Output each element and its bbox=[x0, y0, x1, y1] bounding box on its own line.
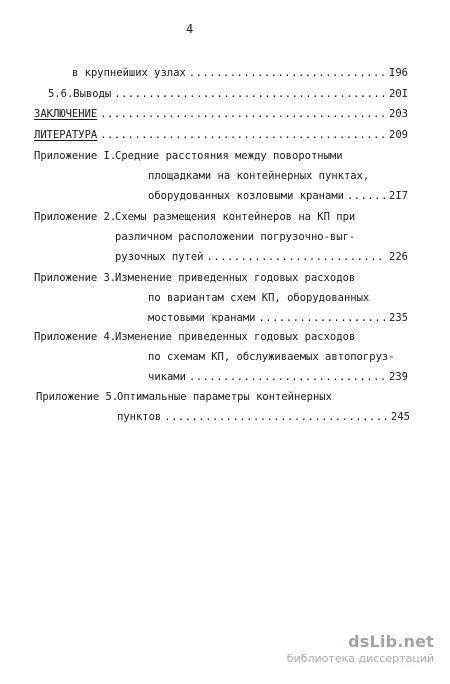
toc-page: 203 bbox=[389, 108, 408, 120]
toc-leader bbox=[189, 370, 386, 384]
appendix-label: Приложение 5. bbox=[36, 391, 119, 403]
toc-entry bbox=[148, 370, 408, 384]
appendix-label: Приложение I. bbox=[34, 150, 117, 162]
toc-page: 235 bbox=[389, 312, 408, 324]
toc-entry bbox=[72, 66, 408, 80]
toc-page: 209 bbox=[389, 129, 408, 141]
toc-page: 2I7 bbox=[389, 190, 408, 202]
toc-leader bbox=[258, 311, 386, 325]
toc-entry-text: ЛИТЕРАТУРА bbox=[34, 129, 98, 141]
toc-leader bbox=[207, 250, 387, 264]
toc-leader bbox=[164, 410, 388, 424]
appendix-title-line: Средние расстояния между поворотными bbox=[115, 150, 343, 162]
toc-entry-text: мостовыми кранами bbox=[148, 312, 256, 324]
toc-leader bbox=[189, 66, 386, 80]
toc-entry bbox=[48, 87, 408, 101]
appendix-title-line: по схемам КП, обслуживаемых автопогруз- bbox=[148, 351, 395, 363]
appendix-label: Приложение 4. bbox=[34, 331, 117, 343]
toc-page: I96 bbox=[389, 67, 408, 79]
toc-entry-text: в крупнейших узлах bbox=[72, 67, 186, 79]
appendix-title-line: Схемы размещения контейнеров на КП при bbox=[115, 211, 356, 223]
page-number: 4 bbox=[186, 22, 194, 36]
toc-entry bbox=[148, 311, 408, 325]
toc-entry-text: чиками bbox=[148, 371, 186, 383]
watermark bbox=[287, 632, 434, 665]
toc-entry bbox=[117, 410, 410, 424]
toc-entry-text: ЗАКЛЮЧЕНИЕ bbox=[34, 108, 98, 120]
watermark-subtitle: библиотека диссертаций bbox=[286, 652, 434, 665]
toc-entry-text: пунктов bbox=[117, 411, 162, 423]
toc-page: 245 bbox=[391, 411, 410, 423]
toc-entry bbox=[34, 128, 408, 142]
toc-leader bbox=[100, 107, 386, 121]
toc-entry-text: рузочных путей bbox=[115, 251, 204, 263]
appendix-label: Приложение 3. bbox=[34, 272, 117, 284]
toc-entry bbox=[148, 189, 408, 203]
appendix-title-line: по вариантам схем КП, оборудованных bbox=[148, 292, 370, 304]
appendix-title-line: Изменение приведенных годовых расходов bbox=[115, 272, 356, 284]
appendix-title-line: Изменение приведенных годовых расходов bbox=[115, 331, 356, 343]
watermark-logo: dsLib.net bbox=[348, 632, 434, 651]
toc-entry-text: оборудованных козловыми кранами bbox=[148, 190, 344, 202]
appendix-title-line: различном расположении погрузочно-выг- bbox=[115, 231, 356, 243]
toc-leader bbox=[114, 87, 386, 101]
toc-entry-text: 5.6.Выводы bbox=[48, 88, 112, 100]
toc-entry bbox=[34, 107, 408, 121]
toc-page: 20I bbox=[389, 88, 408, 100]
toc-page: 239 bbox=[389, 371, 408, 383]
appendix-title-line: Оптимальные параметры контейнерных bbox=[117, 391, 332, 403]
appendix-label: Приложение 2. bbox=[34, 211, 117, 223]
toc-leader bbox=[347, 189, 386, 203]
toc-leader bbox=[100, 128, 386, 142]
appendix-title-line: площадками на контейнерных пунктах, bbox=[148, 170, 370, 182]
toc-page: 226 bbox=[389, 251, 408, 263]
toc-entry bbox=[115, 250, 408, 264]
